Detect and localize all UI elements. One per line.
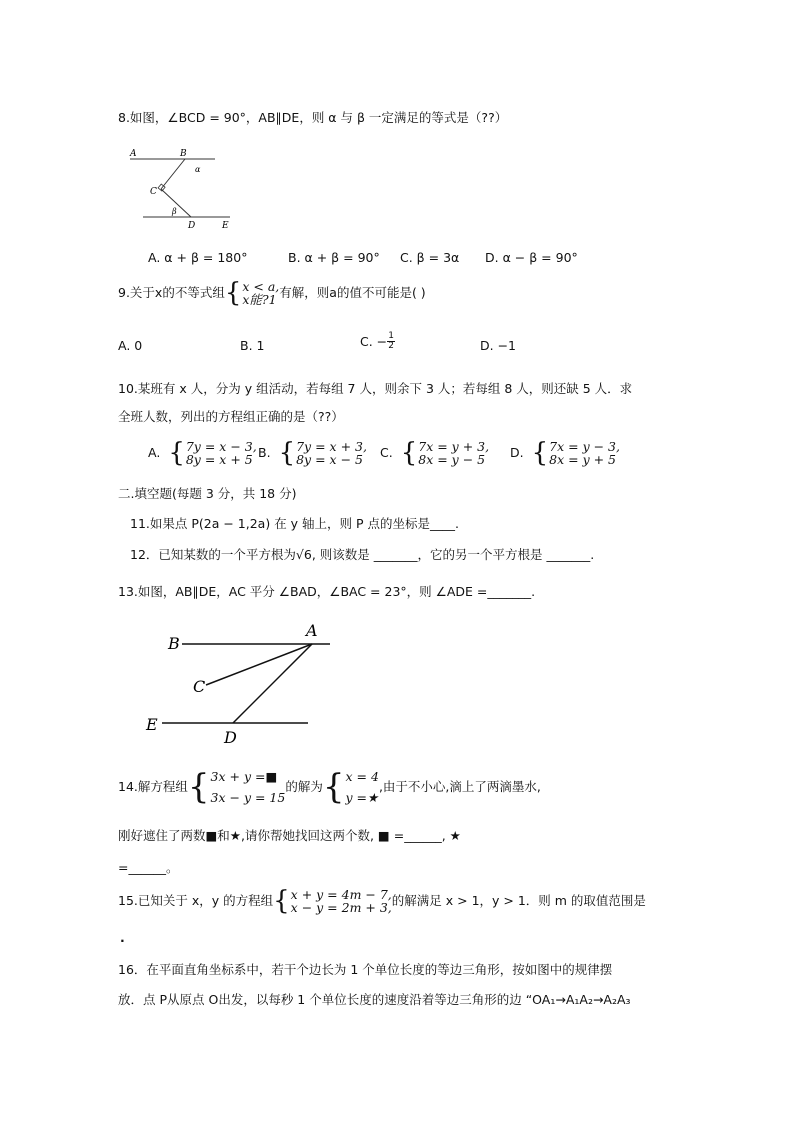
q10-option-c-row1: 7x = y + 3,	[418, 439, 490, 454]
q9-option-b: B. 1	[240, 338, 265, 353]
q9-suffix: 有解，则a的值不可能是( )	[279, 285, 426, 300]
q12-after: , 则该数是 _______，它的另一个平方根是 _______.	[311, 547, 595, 562]
q14-sys-row1: 3x + y =■	[210, 769, 278, 784]
q13-label-d: D	[224, 728, 237, 747]
q9-sys-row2: x能?1	[242, 292, 277, 307]
q10-option-d-row2: 8x = y + 5	[549, 452, 617, 467]
q14-line3: =______。	[118, 860, 179, 875]
q15-system: { x + y = 4m − 7, x − y = 2m + 3,	[273, 886, 392, 916]
q15-stem	[118, 888, 646, 914]
q14-sys-row2: 3x − y = 15	[210, 790, 286, 805]
q16-line1: 16．在平面直角坐标系中，若干个边长为 1 个单位长度的等边三角形，按如图中的规律摆	[118, 962, 613, 977]
q14-system: { 3x + y =■ 3x − y = 15	[187, 767, 286, 807]
q8-label-e: E	[222, 221, 229, 231]
q11-stem: 11.如果点 P(2a − 1,2a) 在 y 轴上，则 P 点的坐标是____.	[130, 516, 459, 531]
q13-line-ad	[233, 644, 312, 723]
q16-line2: 放．点 P从原点 O出发，以每秒 1 个单位长度的速度沿着等边三角形的边 “OA₁→A₁A₂→A₂A₃	[118, 992, 631, 1007]
q8-option-c: C. β = 3α	[400, 250, 460, 265]
q10-option-d-label: D.	[510, 445, 524, 460]
q9-system: { x < a, x能?1	[224, 278, 280, 308]
q15-line2: .	[120, 930, 125, 945]
q10-option-a-row1: 7y = x − 3,	[185, 439, 257, 454]
q10-option-b-row1: 7y = x + 3,	[296, 439, 367, 454]
q15-suffix: 的解满足 x > 1，y > 1．则 m 的取值范围是	[391, 893, 646, 908]
q15-prefix: 15.已知关于 x，y 的方程组	[118, 893, 274, 908]
q14-line2: 刚好遮住了两数■和★,请你帮她找回这两个数, ■ =______, ★	[118, 828, 461, 843]
q10-option-b: B. { 7y = x + 3, 8y = x − 5	[258, 438, 367, 468]
q13-line-ac	[206, 644, 312, 685]
q9-stem	[118, 280, 426, 306]
q9-option-a: A. 0	[118, 338, 143, 353]
q10-option-c-label: C.	[380, 445, 393, 460]
q8-option-d: D. α − β = 90°	[485, 250, 578, 265]
q10-option-d-row1: 7x = y − 3,	[549, 439, 620, 454]
q13-label-a: A	[306, 621, 318, 640]
q10-line2: 全班人数，列出的方程组正确的是（??）	[118, 409, 344, 424]
q9-prefix: 9.关于x的不等式组	[118, 285, 225, 300]
q13-label-b: B	[168, 634, 180, 653]
q9-frac-num: 1	[388, 331, 395, 341]
q12-radical: √6	[295, 547, 312, 562]
q8-stem: 8.如图，∠BCD = 90°，AB∥DE，则 α 与 β 一定满足的等式是（??）	[118, 110, 508, 125]
q9-option-c	[360, 332, 395, 351]
q14-sol-row2: y =★	[345, 790, 379, 805]
q10-option-c-row2: 8x = y − 5	[418, 452, 486, 467]
q8-label-b: B	[180, 149, 187, 159]
q10-option-c: C. { 7x = y + 3, 8x = y − 5	[380, 438, 490, 468]
q10-option-a-label: A.	[148, 445, 161, 460]
q10-option-b-label: B.	[258, 445, 271, 460]
q9-option-d: D. −1	[480, 338, 516, 353]
q10-option-a: A. { 7y = x − 3, 8y = x + 5	[148, 438, 257, 468]
q10-option-a-row2: 8y = x + 5	[185, 452, 253, 467]
q8-option-a: A. α + β = 180°	[148, 250, 248, 265]
q14-sol-row1: x = 4	[345, 769, 379, 784]
q8-option-b: B. α + β = 90°	[288, 250, 380, 265]
q9-option-c-prefix: C. −	[360, 333, 388, 349]
q13-label-e: E	[146, 715, 158, 734]
q8-label-beta: β	[172, 207, 177, 216]
q13-label-c: C	[193, 677, 206, 696]
q10-line1: 10.某班有 x 人，分为 y 组活动，若每组 7 人，则余下 3 人；若每组 8 人，则还缺 5 人．求	[118, 381, 633, 396]
q8-label-c: C	[150, 187, 157, 197]
q13-stem: 13.如图，AB∥DE，AC 平分 ∠BAD，∠BAC = 23°，则 ∠ADE =_______.	[118, 584, 536, 599]
q14-prefix: 14.解方程组	[118, 779, 188, 794]
q14-stem	[118, 766, 541, 808]
q15-sys-row2: x − y = 2m + 3,	[290, 900, 392, 915]
q14-suffix: ,由于不小心,滴上了两滴墨水,	[378, 779, 541, 794]
q12-stem	[130, 547, 594, 563]
q13-figure	[140, 618, 340, 748]
q14-mid: 的解为	[285, 779, 323, 794]
q8-label-alpha: α	[195, 165, 201, 174]
q8-label-d: D	[188, 221, 196, 231]
q9-frac-den: 2	[388, 341, 395, 351]
q8-figure	[125, 145, 240, 235]
q12-before: 12．已知某数的一个平方根为	[130, 547, 296, 562]
q10-option-d: D. { 7x = y − 3, 8x = y + 5	[510, 438, 620, 468]
q15-sys-row1: x + y = 4m − 7,	[290, 887, 392, 902]
q10-option-b-row2: 8y = x − 5	[296, 452, 363, 467]
q14-solution: { x = 4 y =★	[322, 767, 379, 807]
q9-sys-row1: x < a,	[242, 279, 280, 294]
q9-option-c-fraction	[387, 332, 395, 351]
q8-label-a: A	[130, 149, 137, 159]
q8-line-bc	[161, 159, 185, 189]
section-heading: 二.填空题(每题 3 分，共 18 分)	[118, 486, 297, 501]
